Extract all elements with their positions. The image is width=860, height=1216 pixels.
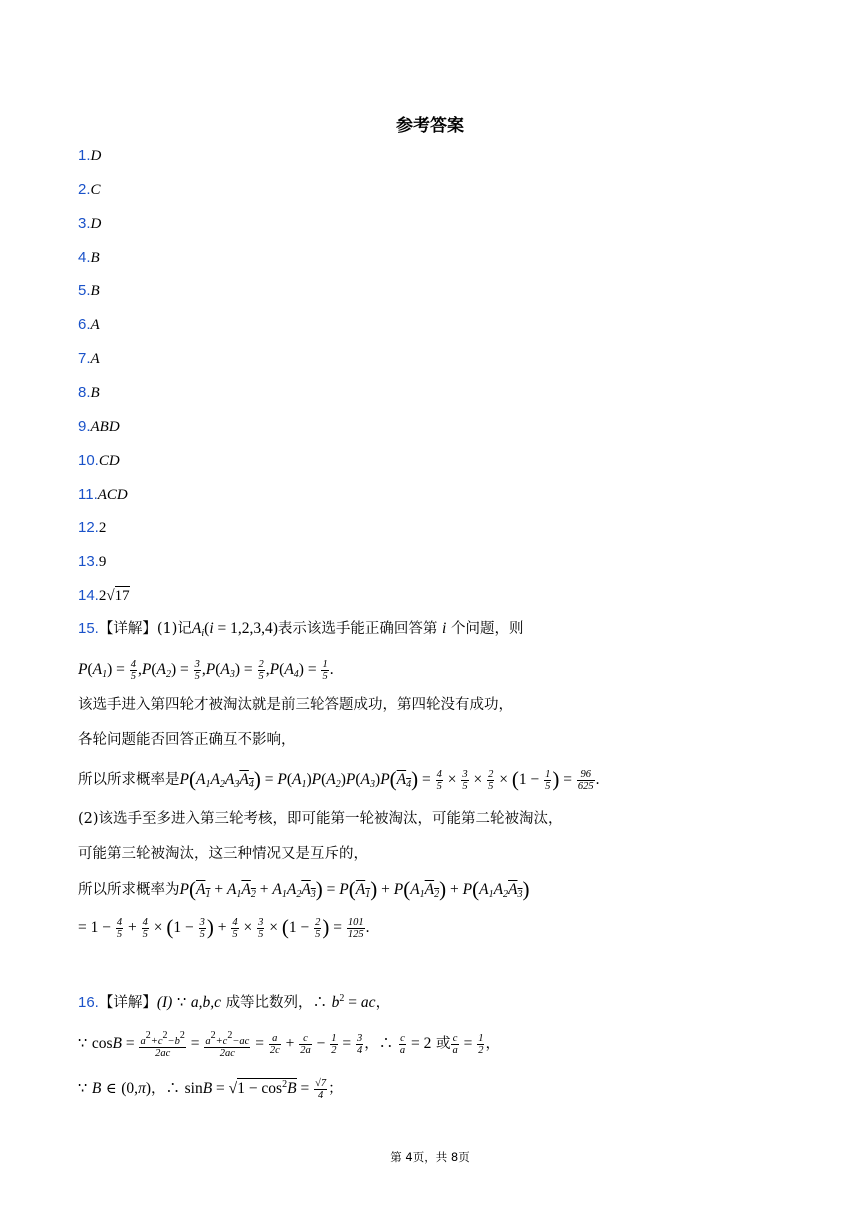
answer-item (78, 518, 106, 538)
answer-item (78, 552, 106, 572)
q15-result-2-numerator: 101 (347, 916, 364, 928)
answer-item (78, 281, 100, 301)
q15-line-8-prefix: 所以所求概率为 (78, 882, 180, 898)
q15-line-8: 所以所求概率为$P(A_1 + A_1A_2 + A_1A_2A_3) = P(A_1) + P(A_1A_2) + P(A_1A_2A_3)$ (78, 877, 530, 901)
answer-value: B (90, 249, 100, 266)
answer-item (78, 417, 120, 437)
q16-line-2: ∵ cosB = $\frac{a^2+c^2-b^2}{2ac}$ = $\frac{a^2+c^2-ac}{2ac}$ = $\frac{a}{2c}$ + $\frac{c}{2a}$ − $\frac{1}{2}$ = $\frac{3}{4}$ ，∴ $\frac{c}{a}$ = 2 或 $\frac{c}{a}$ = $\frac{1}{2}$ ， (78, 1030, 500, 1059)
answer-number: 8. (78, 383, 91, 401)
q15-result-2-denominator: 125 (347, 928, 364, 940)
q15-result-1-denominator: 625 (577, 780, 594, 792)
answer-number: 13. (78, 553, 99, 571)
answer-number: 9. (78, 417, 91, 435)
answer-number: 3. (78, 214, 91, 232)
answer-value: D (90, 148, 102, 164)
q15-line-1: 15.【详解】(1)记$A_i(i = 1,2,3,4)$表示该选手能正确回答第 i 个问题，则 (78, 620, 524, 639)
q16-text-2: 或 (435, 1036, 451, 1053)
page-footer: 第 4页，共 8页 (390, 1150, 470, 1164)
answer-item (78, 383, 100, 403)
answer-value: B (90, 384, 100, 401)
answer-item (78, 586, 130, 606)
q16-number: 16. (78, 994, 99, 1011)
answer-number: 14. (78, 587, 99, 605)
answer-value: A (90, 317, 100, 334)
q15-line-6: (2)该选手至多进入第三轮考核，即可能第一轮被淘汰，可能第二轮被淘汰， (78, 811, 563, 827)
q15-tag: 【详解】 (98, 621, 157, 637)
q14-radicand: 17 (114, 588, 130, 605)
page-title: 参考答案 (396, 116, 464, 136)
answer-value: D (90, 215, 102, 232)
answer-value: C (90, 181, 101, 198)
answer-item (78, 146, 101, 166)
answer-value: A (90, 351, 100, 368)
q16-text-1: 成等比数列， (225, 995, 313, 1011)
q15-line-3: 该选手进入第四轮才被淘汰就是前三轮答题成功，第四轮没有成功， (78, 697, 513, 713)
answer-value: CD (98, 452, 120, 469)
q16-tag: 【详解】 (98, 995, 157, 1011)
q16-part: (I) (156, 994, 173, 1011)
q15-text-c: 个问题，则 (450, 621, 524, 637)
answer-value: B (90, 283, 100, 300)
q15-result-1-numerator: 96 (577, 769, 595, 781)
answer-value: 9 (98, 554, 107, 571)
q16-line-3: ∵ B ∈ (0,π)，∴ $\sin B = √1 - \cos^2B$ = $\frac{√7}{4}$ ； (78, 1077, 343, 1101)
answer-number: 4. (78, 248, 91, 266)
answer-value: ACD (97, 486, 128, 503)
answer-value: 2 (98, 588, 107, 605)
answer-number: 7. (78, 350, 91, 368)
q15-number: 15. (78, 620, 99, 637)
answer-number: 6. (78, 316, 91, 334)
q15-text-a: (1)记 (156, 621, 192, 637)
q15-line-9: = 1 − $\frac{4}{5}$ + $\frac{4}{5}$ × (1 − $\frac{3}{5}$ ) + $\frac{4}{5}$ × $\frac{3}{5}$ × (1 − $\frac{2}{5}$ ) = $\frac{101}{125}$ . (78, 915, 370, 940)
q15-line-7: 可能第三轮被淘汰，这三种情况又是互斥的， (78, 846, 368, 862)
answer-number: 11. (78, 485, 98, 503)
answer-value: 2 (98, 520, 107, 537)
answer-number: 12. (78, 519, 99, 537)
q15-line-5: 所以所求概率是$P(A_1A_2A_3A_4) = P(A_1)P(A_2)P(A_3)P(A_4)$ = $\frac{4}{5}$ × $\frac{3}{5}$ × $\frac{2}{5}$ × (1 − $\frac{1}{5}$ ) = $\frac{96}{625}$ . (78, 767, 600, 792)
answer-item (78, 451, 120, 471)
answer-item (78, 180, 101, 200)
q15-line-2: $P(A_1)$ = $\frac{4}{5}$ $,P(A_2)$ = $\frac{3}{5}$ $,P(A_3)$ = $\frac{2}{5}$ $,P(A_4)$ = $\frac{1}{5}$ . (78, 658, 334, 682)
answer-value: ABD (90, 418, 120, 435)
answer-item (78, 485, 128, 505)
answer-number: 5. (78, 282, 91, 300)
answer-item (78, 349, 100, 369)
q15-line-4: 各轮问题能否回答正确互不影响， (78, 732, 296, 748)
q15-text-b: 表示该选手能正确回答第 (277, 621, 438, 637)
answer-item (78, 248, 100, 268)
q16-line-1: 16.【详解】(I) ∵ a,b,c 成等比数列，∴ $b^2$ = ac， (78, 993, 391, 1011)
answer-number: 10. (78, 451, 99, 469)
answer-number: 1. (78, 147, 91, 164)
answer-number: 2. (78, 180, 91, 198)
sqrt-radical: √17 (106, 588, 130, 605)
answer-item (78, 315, 100, 335)
q15-line-5-prefix: 所以所求概率是 (78, 772, 180, 788)
answer-item (78, 214, 101, 234)
